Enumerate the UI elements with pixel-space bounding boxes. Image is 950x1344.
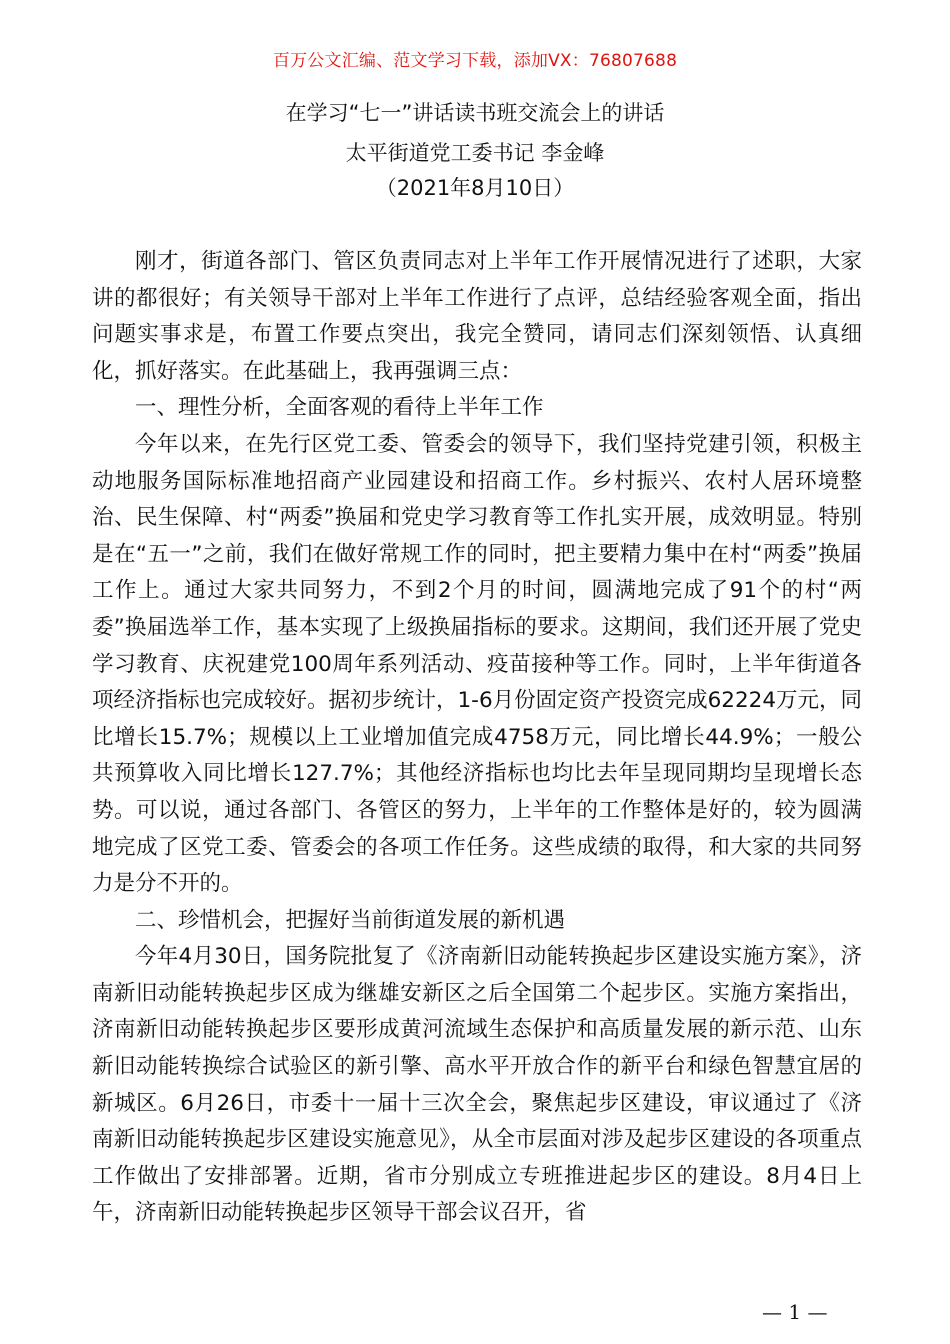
paragraph-section-2: 今年4月30日，国务院批复了《济南新旧动能转换起步区建设实施方案》，济南新旧动能转换起步区成为继雄安新区之后全国第二个起步区。实施方案指出，济南新旧动能转换起步区要形成黄河流域生态保护和高质量发展的新示范、山东新旧动能转换综合试验区的新引擎、高水平开放合作的新平台和绿色智慧宜居的新城区。6月26日，市委十一届十三次全会，聚焦起步区建设，审议通过了《济南新旧动能转换起步区建设实施意见》，从全市层面对涉及起步区建设的各项重点工作做出了安排部署。近期，省市分别成立专班推进起步区的建设。8月4日上午，济南新旧动能转换起步区领导干部会议召开，省 <box>92 944 862 1226</box>
author-line: 太平街道党工委书记 李金峰 <box>345 141 605 165</box>
page-number: — 1 — <box>762 1300 828 1324</box>
paragraph-intro: 刚才，街道各部门、管区负责同志对上半年工作开展情况进行了述职，大家讲的都很好；有关领导干部对上半年工作进行了点评，总结经验客观全面，指出问题实事求是，布置工作要点突出，我完全赞同，请同志们深刻领悟、认真细化，抓好落实。在此基础上，我再强调三点： <box>92 249 862 384</box>
promo-banner: 百万公文汇编、范文学习下载，添加VX：76807688 <box>272 51 678 71</box>
section-heading-2: 二、珍惜机会，把握好当前街道发展的新机遇 <box>135 907 566 933</box>
date-line: （2021年8月10日） <box>375 176 575 200</box>
document-title: 在学习“七一”讲话读书班交流会上的讲话 <box>285 101 665 125</box>
section-heading-1: 一、理性分析，全面客观的看待上半年工作 <box>135 395 544 421</box>
paragraph-section-1: 今年以来，在先行区党工委、管委会的领导下，我们坚持党建引领，积极主动地服务国际标准地招商产业园建设和招商工作。乡村振兴、农村人居环境整治、民生保障、村“两委”换届和党史学习教育等工作扎实开展，成效明显。特别是在“五一”之前，我们在做好常规工作的同时，把主要精力集中在村“两委”换届工作上。通过大家共同努力，不到2个月的时间，圆满地完成了91个的村“两委”换届选举工作，基本实现了上级换届指标的要求。这期间，我们还开展了党史学习教育、庆祝建党100周年系列活动、疫苗接种等工作。同时，上半年街道各项经济指标也完成较好。据初步统计，1-6月份固定资产投资完成62224万元，同比增长15.7%；规模以上工业增加值完成4758万元，同比增长44.9%；一般公共预算收入同比增长127.7%；其他经济指标也均比去年呈现同期均呈现增长态势。可以说，通过各部门、各管区的努力，上半年的工作整体是好的，较为圆满地完成了区党工委、管委会的各项工作任务。这些成绩的取得，和大家的共同努力是分不开的。 <box>92 431 863 897</box>
document-body <box>92 244 862 1232</box>
